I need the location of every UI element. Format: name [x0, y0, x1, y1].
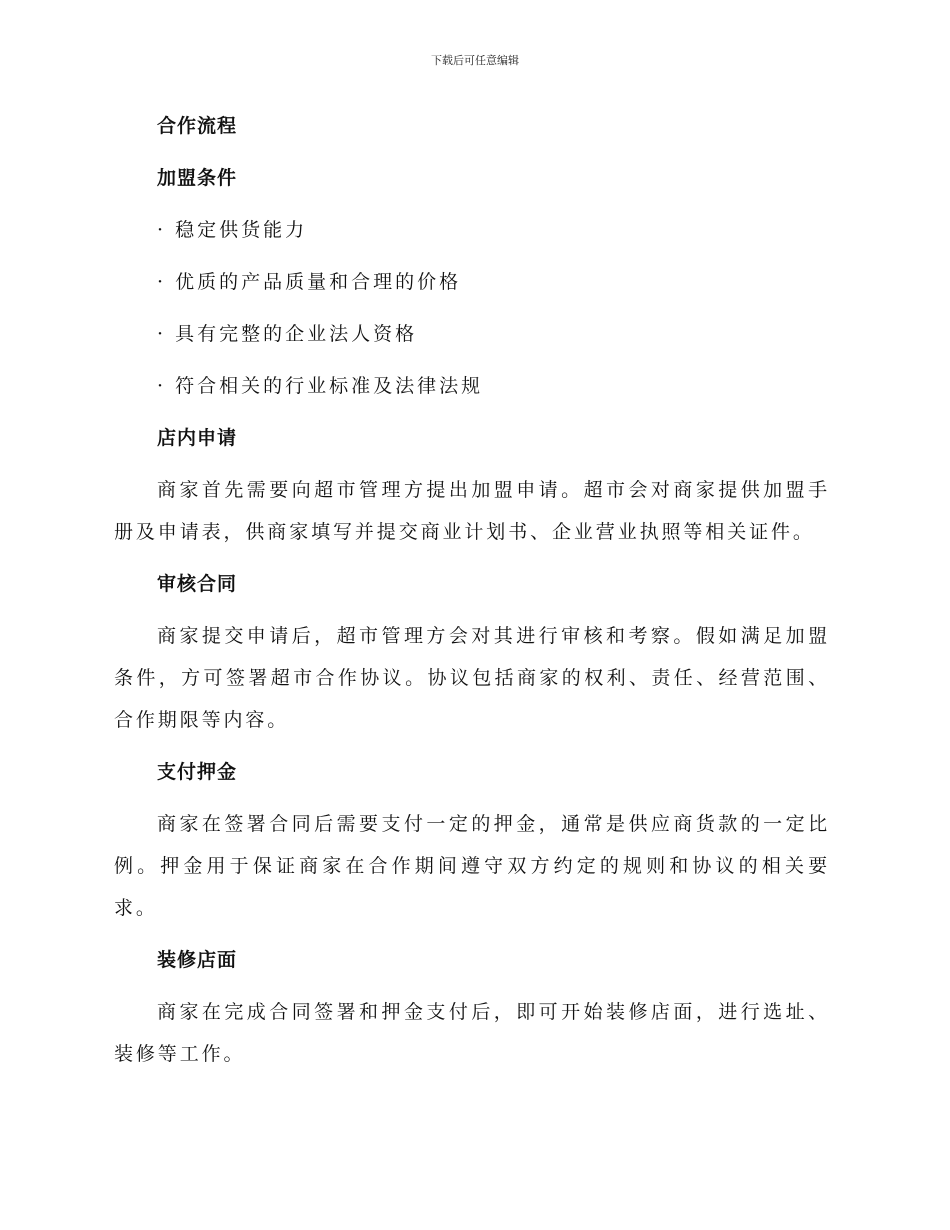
step-paragraph-contract-review: 商家提交申请后，超市管理方会对其进行审核和考察。假如满足加盟条件，方可签署超市合作协议。协议包括商家的权利、责任、经营范围、合作期限等内容。	[114, 625, 830, 731]
header-note: 下载后可任意编辑	[431, 54, 519, 67]
step-paragraph-store-application: 商家首先需要向超市管理方提出加盟申请。超市会对商家提供加盟手册及申请表，供商家填写并提交商业计划书、企业营业执照等相关证件。	[114, 479, 830, 543]
step-paragraph-store-decoration: 商家在完成合同签署和押金支付后，即可开始装修店面，进行选址、装修等工作。	[114, 1001, 830, 1065]
step-heading-deposit-payment: 支付押金	[157, 761, 238, 783]
condition-item: · 稳定供货能力	[157, 219, 308, 241]
step-heading-contract-review: 审核合同	[157, 573, 238, 595]
step-heading-store-decoration: 装修店面	[157, 949, 238, 971]
condition-item: · 具有完整的企业法人资格	[157, 323, 418, 345]
condition-item: · 优质的产品质量和合理的价格	[157, 271, 462, 293]
condition-item: · 符合相关的行业标准及法律法规	[157, 375, 484, 397]
section-heading-cooperation-process: 合作流程	[157, 115, 238, 137]
step-heading-store-application: 店内申请	[157, 427, 238, 449]
section-heading-franchise-conditions: 加盟条件	[157, 167, 238, 189]
document-body	[114, 105, 830, 1085]
step-paragraph-deposit-payment: 商家在签署合同后需要支付一定的押金，通常是供应商货款的一定比例。押金用于保证商家在合作期间遵守双方约定的规则和协议的相关要求。	[114, 813, 830, 919]
